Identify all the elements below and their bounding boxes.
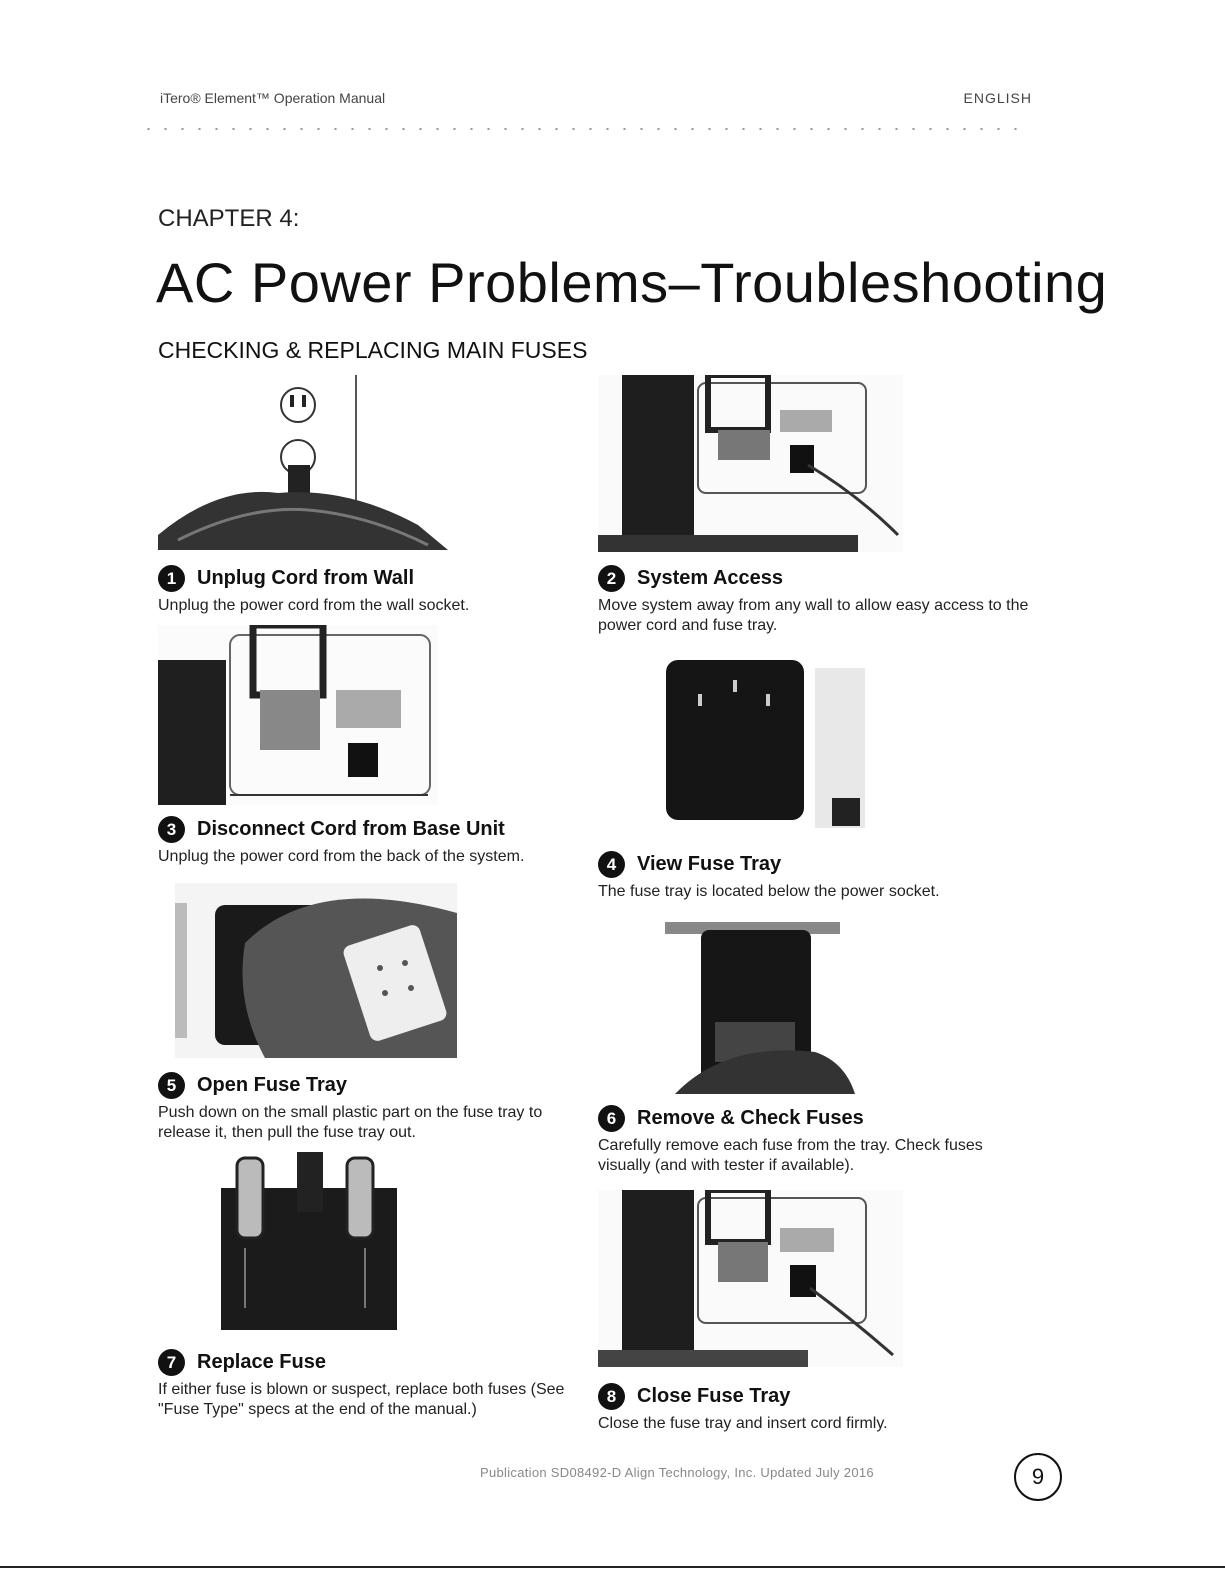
step-description: Carefully remove each fuse from the tray. Check fuses visually (and with tester if available). [598, 1137, 983, 1174]
wall-outlet-image [158, 375, 448, 550]
chapter-label: CHAPTER 4: [158, 205, 300, 232]
step-2 [598, 565, 1048, 636]
step-description: Push down on the small plastic part on the fuse tray to release it, then pull the fuse tray out. [158, 1104, 543, 1141]
fuse-tray-out-image [665, 922, 905, 1094]
fuses-image [215, 1148, 405, 1330]
wall-outlet-photo [158, 375, 448, 550]
base-unit-socket-photo [158, 625, 438, 805]
fuses-photo [215, 1148, 405, 1330]
step-title: Remove & Check Fuses [637, 1107, 864, 1129]
base-unit-socket-image [158, 625, 438, 805]
page-number: 9 [1014, 1453, 1062, 1501]
bottom-rule [0, 1566, 1225, 1568]
step-6 [598, 1105, 1018, 1176]
page-title: AC Power Problems–Troubleshooting [156, 251, 1108, 314]
step-description: Close the fuse tray and insert cord firmly. [598, 1415, 888, 1432]
step-5 [158, 1072, 578, 1143]
power-socket-photo [640, 658, 870, 836]
publication-footer: Publication SD08492-D Align Technology, Inc. Updated July 2016 [480, 1465, 874, 1480]
step-3 [158, 816, 598, 867]
fuse-tray-open-image [175, 883, 457, 1058]
step-number-badge: 6 [598, 1105, 625, 1132]
step-title: View Fuse Tray [637, 853, 782, 875]
step-title: Close Fuse Tray [637, 1385, 791, 1407]
step-description: Unplug the power cord from the wall socket. [158, 597, 470, 614]
step-description: The fuse tray is located below the power socket. [598, 883, 940, 900]
step-number-badge: 3 [158, 816, 185, 843]
power-socket-image [640, 658, 870, 836]
step-number-badge: 1 [158, 565, 185, 592]
step-description: Unplug the power cord from the back of the system. [158, 848, 525, 865]
system-rear-cord-image [598, 1190, 903, 1367]
step-number-badge: 8 [598, 1383, 625, 1410]
step-1 [158, 565, 598, 616]
step-4 [598, 851, 1038, 902]
language-label: ENGLISH [963, 90, 1032, 106]
step-number-badge: 5 [158, 1072, 185, 1099]
step-title: Disconnect Cord from Base Unit [197, 818, 505, 840]
step-7 [158, 1349, 588, 1420]
step-number-badge: 4 [598, 851, 625, 878]
section-title: CHECKING & REPLACING MAIN FUSES [158, 337, 588, 363]
step-description: If either fuse is blown or suspect, replace both fuses (See "Fuse Type" specs at the end of the manual.) [158, 1381, 565, 1418]
step-title: Open Fuse Tray [197, 1074, 348, 1096]
step-description: Move system away from any wall to allow easy access to the power cord and fuse tray. [598, 597, 1029, 634]
system-rear-photo [598, 375, 903, 552]
manual-title: iTero® Element™ Operation Manual [160, 90, 386, 106]
running-header [160, 90, 1060, 114]
system-rear-cord-photo [598, 1190, 903, 1367]
step-number-badge: 7 [158, 1349, 185, 1376]
step-8 [598, 1383, 1038, 1434]
fuse-tray-open-photo [175, 883, 457, 1058]
step-number-badge: 2 [598, 565, 625, 592]
step-title: Unplug Cord from Wall [197, 567, 415, 589]
system-rear-image [598, 375, 903, 552]
step-title: Replace Fuse [197, 1351, 326, 1373]
fuse-tray-out-photo [665, 922, 905, 1094]
step-title: System Access [637, 567, 784, 589]
dotted-divider [140, 128, 1030, 130]
